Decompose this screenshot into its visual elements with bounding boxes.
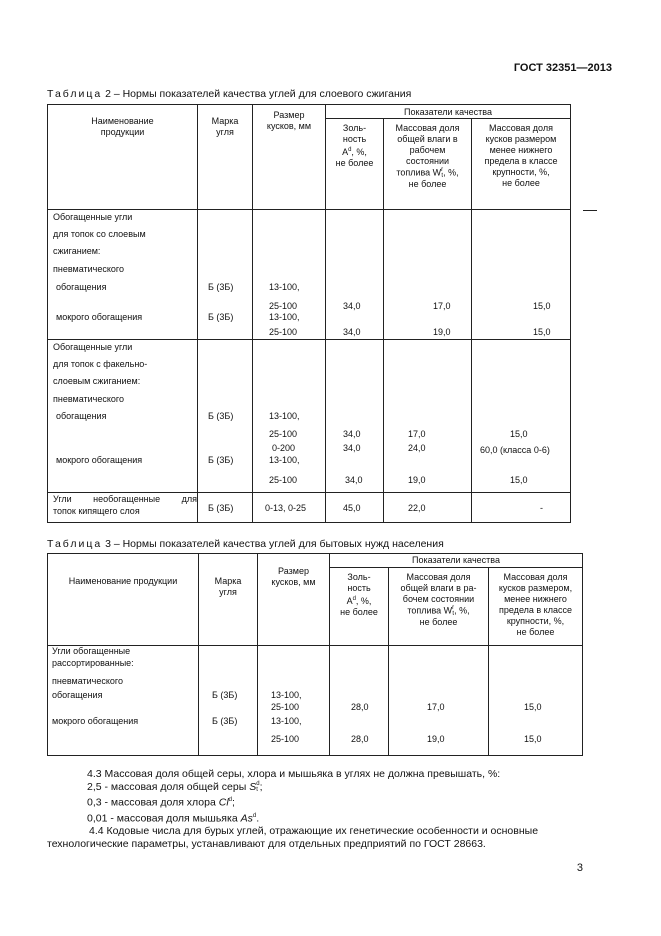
product-name-line: обогащения bbox=[56, 411, 107, 421]
brand-value: Б (3Б) bbox=[212, 690, 238, 700]
moisture-subscript: t bbox=[441, 173, 443, 179]
product-name-word: необогащенные bbox=[93, 494, 161, 504]
table3-header-fines-line: не более bbox=[516, 627, 555, 637]
size-value: 25-100 bbox=[271, 702, 300, 712]
product-name-line: мокрого обогащения bbox=[52, 716, 139, 726]
brand-value: Б (3Б) bbox=[208, 282, 234, 292]
table2-header-fines-line: крупности, %, bbox=[492, 167, 550, 177]
moisture-value: 17,0 bbox=[408, 429, 426, 439]
ash-superscript: d bbox=[352, 596, 356, 602]
table2-header-moisture-line: рабочем bbox=[409, 145, 446, 155]
table3-header-name bbox=[48, 554, 199, 646]
brand-value: Б (3Б) bbox=[208, 455, 234, 465]
product-name-line: для топок со слоевым bbox=[53, 229, 146, 239]
table3-header-size bbox=[258, 554, 330, 646]
table2-header-name bbox=[48, 105, 198, 210]
product-name-word: для bbox=[181, 494, 197, 504]
fines-value: 15,0 bbox=[533, 301, 551, 311]
ash-value: 34,0 bbox=[343, 443, 361, 453]
table2-header-ash-line: Золь- bbox=[342, 123, 367, 133]
table2-s2-brand bbox=[198, 340, 253, 493]
chlorine-text: 0,3 - массовая доля хлора bbox=[87, 796, 219, 809]
table3-header-brand-line: Марка bbox=[214, 576, 242, 586]
moisture-unit: , %, bbox=[454, 605, 470, 616]
table2-s1-name bbox=[48, 210, 198, 340]
ash-value: 34,0 bbox=[345, 475, 363, 485]
product-name-line: пневматического bbox=[53, 264, 125, 274]
moisture-value: 19,0 bbox=[408, 475, 426, 485]
product-name-line: слоевым сжиганием: bbox=[53, 376, 141, 386]
ash-value: 45,0 bbox=[343, 503, 361, 513]
table2-header-fines-line: предела в классе bbox=[484, 156, 558, 166]
moisture-symbol: топлива W bbox=[407, 605, 453, 616]
table2-header-moisture bbox=[384, 119, 472, 210]
table2-header-moisture-line: состоянии bbox=[405, 156, 450, 166]
table3 bbox=[47, 553, 583, 756]
size-value: 13-100, bbox=[269, 411, 300, 421]
fines-value: 15,0 bbox=[533, 327, 551, 337]
table-edge-tick bbox=[583, 210, 597, 211]
table2-s3-name bbox=[48, 493, 198, 523]
product-name-line: рассортированные: bbox=[52, 658, 134, 668]
table2-header-ash-unit bbox=[326, 145, 383, 158]
table2-header-name-line: Наименование bbox=[91, 116, 154, 126]
moisture-value: 22,0 bbox=[408, 503, 426, 513]
table2-s1-moisture bbox=[384, 210, 472, 340]
fines-value: - bbox=[540, 503, 543, 513]
table3-ash bbox=[330, 646, 389, 756]
fines-value: 15,0 bbox=[510, 475, 528, 485]
table2-s2-fines bbox=[472, 340, 571, 493]
size-value: 25-100 bbox=[271, 734, 300, 744]
table3-header-ash-unit bbox=[330, 594, 388, 607]
ash-unit: , %, bbox=[351, 147, 367, 157]
table3-name bbox=[48, 646, 199, 756]
table2-header-size bbox=[253, 105, 326, 210]
arsenic-superscript: d bbox=[252, 812, 257, 819]
fines-value: 15,0 bbox=[524, 702, 542, 712]
ash-symbol: А bbox=[346, 596, 353, 606]
product-name-line: мокрого обогащения bbox=[56, 455, 143, 465]
size-value: 13-100, bbox=[269, 312, 300, 322]
sulfur-text: 2,5 - массовая доля общей серы bbox=[87, 781, 250, 793]
product-name-line: Угли обогащенные bbox=[52, 646, 131, 656]
arsenic-line bbox=[47, 810, 583, 826]
table3-header-ash-line: Золь- bbox=[347, 572, 371, 582]
table2-header-moisture-line: Массовая доля bbox=[395, 123, 460, 133]
table2-s1-brand bbox=[198, 210, 253, 340]
table3-header-brand-line: угля bbox=[219, 587, 237, 597]
table2-header-size-line: Размер bbox=[273, 110, 305, 120]
ash-symbol: А bbox=[342, 147, 349, 157]
table2-header-brand-line: угля bbox=[216, 127, 234, 137]
sulfur-subscript: t bbox=[256, 787, 258, 794]
brand-value: Б (3Б) bbox=[208, 411, 234, 421]
chlorine-superscript: d bbox=[228, 797, 233, 803]
product-name-line: обогащения bbox=[56, 282, 107, 292]
product-name-line: топок кипящего слоя bbox=[53, 506, 140, 516]
size-value: 13-100, bbox=[271, 690, 302, 700]
table2-header-brand-line: Марка bbox=[211, 116, 239, 126]
table3-header-moisture bbox=[389, 568, 489, 646]
ash-value: 34,0 bbox=[343, 327, 361, 337]
arsenic-punct: . bbox=[256, 812, 260, 824]
table3-header-fines-line: предела в классе bbox=[499, 605, 572, 615]
table2-caption bbox=[47, 88, 411, 100]
fines-value: 15,0 bbox=[510, 429, 528, 439]
table2-s2-ash bbox=[326, 340, 384, 493]
product-name-line: сжиганием: bbox=[53, 246, 101, 256]
table3-header-moisture-line: общей влаги в ра- bbox=[400, 583, 477, 593]
arsenic-text: 0,01 - массовая доля мышьяка bbox=[87, 812, 241, 824]
product-name-justified bbox=[53, 494, 197, 505]
table3-moisture bbox=[389, 646, 489, 756]
table2-header-moisture-unit bbox=[384, 167, 471, 179]
ash-superscript: d bbox=[348, 147, 352, 153]
table3-header-fines-line: крупности, %, bbox=[506, 616, 565, 626]
table2-header-ash bbox=[326, 119, 384, 210]
size-value: 25-100 bbox=[269, 429, 298, 439]
table3-header-ash bbox=[330, 568, 389, 646]
size-value: 25-100 bbox=[269, 301, 298, 311]
table3-header-fines-line: менее нижнего bbox=[504, 594, 567, 604]
table2-header-fines-line: кусков размером bbox=[485, 134, 557, 144]
table3-header-moisture-line: Массовая доля bbox=[406, 572, 471, 582]
size-value: 25-100 bbox=[269, 327, 298, 337]
table3-header-ash-line: не более bbox=[340, 607, 378, 617]
table2-s2-moisture bbox=[384, 340, 472, 493]
table2-s2-size bbox=[253, 340, 326, 493]
moisture-value: 24,0 bbox=[408, 443, 426, 453]
table2-header-brand bbox=[198, 105, 253, 210]
table2-header-fines bbox=[472, 119, 571, 210]
table3-row-section bbox=[48, 646, 583, 756]
brand-value: Б (3Б) bbox=[208, 312, 234, 322]
table2-s1-fines bbox=[472, 210, 571, 340]
table3-header-fines-line: кусков размером, bbox=[498, 583, 573, 593]
table3-header-group: Показатели качества bbox=[330, 554, 583, 568]
table3-size bbox=[258, 646, 330, 756]
moisture-symbol: топлива W bbox=[396, 167, 442, 178]
ash-value: 34,0 bbox=[343, 301, 361, 311]
table3-fines bbox=[489, 646, 583, 756]
table2-s3-fines bbox=[472, 493, 571, 523]
table2-header-fines-line: не более bbox=[502, 178, 540, 188]
chlorine-line bbox=[47, 794, 583, 810]
table3-header-moisture-line: не более bbox=[419, 617, 458, 627]
product-name-line: для топок с факельно- bbox=[53, 359, 148, 369]
paragraph-4-3-text: 4.3 Массовая доля общей серы, хлора и мышьяка в углях не должна превышать, %: bbox=[87, 768, 501, 780]
paragraph-4-3 bbox=[47, 768, 583, 851]
product-name-line: обогащения bbox=[52, 690, 103, 700]
moisture-subscript: t bbox=[452, 611, 454, 617]
table3-header-fines-line: Массовая доля bbox=[503, 572, 568, 582]
table2 bbox=[47, 104, 571, 523]
fines-value: 60,0 (класса 0-6) bbox=[480, 445, 550, 455]
size-value: 13-100, bbox=[269, 455, 300, 465]
paragraph-4-4-line2: технологические параметры, устанавливают для отдельных предприятий по ГОСТ 28663. bbox=[47, 838, 486, 850]
table2-header-fines-line: менее нижнего bbox=[489, 145, 553, 155]
table2-header-name-line: продукции bbox=[100, 127, 145, 137]
table3-header-moisture-line: бочем состоянии bbox=[402, 594, 475, 604]
brand-value: Б (3Б) bbox=[212, 716, 238, 726]
table2-header-size-line: кусков, мм bbox=[266, 121, 312, 131]
fines-value: 15,0 bbox=[524, 734, 542, 744]
table2-s1-size bbox=[253, 210, 326, 340]
product-name-line: Обогащенные угли bbox=[53, 212, 133, 222]
moisture-superscript: r bbox=[441, 167, 444, 173]
table2-caption-text: 2 – Нормы показателей качества углей для слоевого сжигания bbox=[102, 88, 412, 100]
moisture-value: 17,0 bbox=[427, 702, 445, 712]
product-name-line: мокрого обогащения bbox=[56, 312, 143, 322]
table3-header-ash-line: ность bbox=[347, 583, 371, 593]
table2-header-moisture-line: не более bbox=[408, 179, 447, 189]
table2-header-fines-line: Массовая доля bbox=[489, 123, 553, 133]
sulfur-line bbox=[47, 781, 583, 794]
table2-s3-moisture bbox=[384, 493, 472, 523]
document-header: ГОСТ 32351—2013 bbox=[513, 62, 612, 74]
arsenic-symbol: As bbox=[240, 812, 253, 824]
table2-s3-ash bbox=[326, 493, 384, 523]
table3-caption-text: 3 – Нормы показателей качества углей для бытовых нужд населения bbox=[102, 538, 444, 550]
table2-s1-ash bbox=[326, 210, 384, 340]
table3-header-brand bbox=[199, 554, 258, 646]
table2-header-moisture-line: общей влаги в bbox=[397, 134, 458, 144]
moisture-value: 17,0 bbox=[433, 301, 451, 311]
size-value: 0-200 bbox=[272, 443, 296, 453]
ash-value: 34,0 bbox=[343, 429, 361, 439]
table2-s2-name bbox=[48, 340, 198, 493]
paragraph-4-4-line1: 4.4 Кодовые числа для бурых углей, отражающие их генетические особенности и основные bbox=[89, 825, 539, 837]
table3-header-moisture-unit bbox=[389, 605, 488, 617]
moisture-value: 19,0 bbox=[433, 327, 451, 337]
ash-value: 28,0 bbox=[351, 734, 369, 744]
sulfur-superscript: d bbox=[256, 781, 260, 788]
product-name-word: Угли bbox=[53, 494, 72, 504]
moisture-value: 19,0 bbox=[427, 734, 445, 744]
brand-value: Б (3Б) bbox=[208, 503, 234, 513]
size-value: 0-13, 0-25 bbox=[265, 503, 307, 513]
size-value: 13-100, bbox=[269, 282, 300, 292]
table2-s3-size bbox=[253, 493, 326, 523]
table2-row-section-2 bbox=[48, 340, 571, 493]
table3-header-fines bbox=[489, 568, 583, 646]
table3-header-size-line: кусков, мм bbox=[271, 577, 316, 587]
table2-header-group: Показатели качества bbox=[326, 105, 571, 119]
table2-header-ash-line: не более bbox=[335, 158, 374, 168]
sulfur-punct: ; bbox=[259, 781, 263, 793]
table2-caption-word: Таблица bbox=[47, 88, 103, 100]
table2-s3-brand bbox=[198, 493, 253, 523]
product-name-line: Обогащенные угли bbox=[53, 342, 133, 352]
product-name-line: пневматического bbox=[52, 676, 124, 686]
table2-row-section-3 bbox=[48, 493, 571, 523]
page-number: 3 bbox=[576, 862, 583, 874]
chlorine-symbol: Cl bbox=[218, 796, 229, 809]
size-value: 13-100, bbox=[271, 716, 302, 726]
table3-brand bbox=[199, 646, 258, 756]
moisture-superscript: r bbox=[452, 605, 455, 611]
sulfur-symbol: S bbox=[249, 781, 257, 793]
table3-caption bbox=[47, 538, 444, 550]
product-name-line: пневматического bbox=[53, 394, 125, 404]
chlorine-punct: ; bbox=[232, 796, 235, 809]
table3-header-name-line: Наименование продукции bbox=[68, 576, 178, 586]
moisture-unit: , %, bbox=[443, 167, 459, 178]
table2-row-section-1 bbox=[48, 210, 571, 340]
table3-caption-word: Таблица bbox=[47, 538, 103, 550]
ash-value: 28,0 bbox=[351, 702, 369, 712]
table2-header-ash-line: ность bbox=[342, 134, 367, 144]
size-value: 25-100 bbox=[269, 475, 298, 485]
ash-unit: , %, bbox=[355, 596, 372, 606]
table3-header-size-line: Размер bbox=[278, 566, 309, 576]
